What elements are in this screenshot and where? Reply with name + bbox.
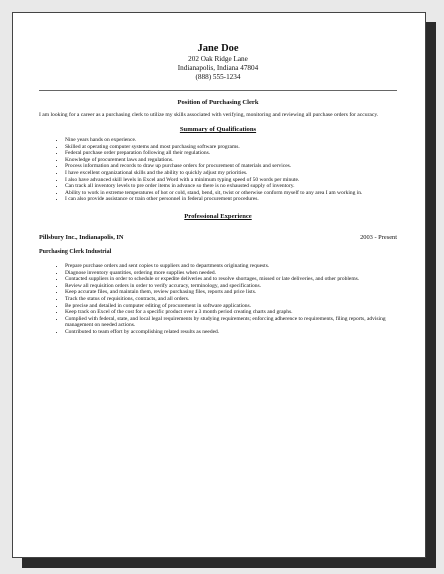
list-item: • Prepare purchase orders and sent copies to suppliers and to departments originating requests. [65,263,397,270]
list-item: • Skilled at operating computer systems and most purchasing software programs. [65,144,397,151]
list-item: • Diagnose inventory quantities, ordering more supplies when needed. [65,270,397,277]
city-state-zip: Indianapolis, Indiana 47804 [177,64,259,72]
applicant-name: Jane Doe [197,43,239,54]
list-item: • Can track all inventory levels to pre order items in advance so there is no exhausted supply of inventory. [65,183,397,190]
list-item: • Keep accurate files, and maintain them, review purchasing files, reports and price lists. [65,289,397,296]
qualifications-list [39,137,397,203]
list-item: • I can also provide assistance or train other personnel in federal procurement procedures. [65,196,397,203]
list-item: • Knowledge of procurement laws and regulations. [65,157,397,164]
header-divider [39,90,397,91]
list-item: • Complied with federal, state, and local legal requirements by studying requirements; enforcing adherence to requirements, filing reports, advising management on needed actions. [65,316,397,329]
list-item: • Nine years hands on experience. [65,137,397,144]
employer-name: Pillsbury Inc., Indianapolis, IN [39,233,124,241]
list-item: • Be precise and detailed in computer editing of procurement in software applications. [65,303,397,310]
experience-heading: Professional Experience [184,212,252,220]
phone-number: (888) 555-1234 [195,73,241,81]
qualifications-heading: Summary of Qualifications [179,126,257,133]
list-item: • Track the status of requisitions, contracts, and all orders. [65,296,397,303]
job-title: Purchasing Clerk Industrial [39,248,112,255]
list-item: • Contributed to team effort by accomplishing related results as needed. [65,329,397,336]
list-item: • Federal purchase order preparation following all their regulations. [65,150,397,157]
objective-text: I am looking for a career as a purchasing clerk to utilize my skills associated with verifying, monitoring and reviewing all purchase orders for accuracy. [39,112,379,118]
contact-header [39,43,397,82]
list-item: • Keep track on Excel of the cost for a specific product over a 3 month period creating charts and graphs. [65,309,397,316]
employer-line [39,234,397,241]
duties-list [39,263,397,336]
resume-page [12,12,426,558]
list-item: • I have excellent organizational skills and the ability to quickly adjust my priorities. [65,170,397,177]
list-item: • Ability to work in extreme temperatures of hot or cold, stand, bend, sit, twist or otherwise conform myself to any area I am working in. [65,190,397,197]
employment-dates: 2003 - Present [360,233,397,241]
street-address: 202 Oak Ridge Lane [188,55,248,63]
list-item: • Contacted suppliers in order to schedule or expedite deliveries and to resolve shortages, missed or late deliveries, and other problems. [65,276,397,283]
list-item: • I also have advanced skill levels in Excel and Word with a minimum typing speed of 50 words per minute. [65,177,397,184]
list-item: • Process information and records to draw up purchase orders for procurement of materials and services. [65,163,397,170]
position-title: Position of Purchasing Clerk [177,99,259,106]
list-item: • Review all requisition orders in order to verify accuracy, terminology, and specifications. [65,283,397,290]
